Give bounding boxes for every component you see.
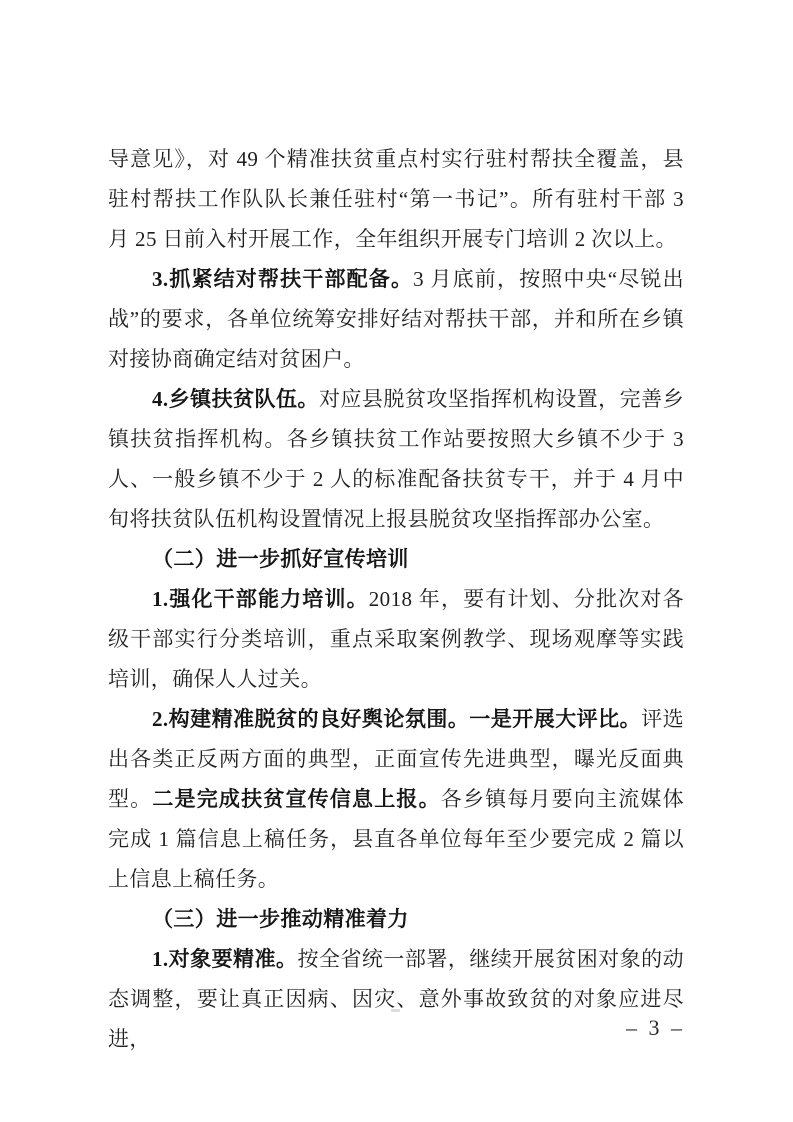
text-run: 2018 年，要有计划、分批次对各级干部实行分类培训，重点采取案例教学、现场观摩等实践培训，确保人人过关。 bbox=[108, 587, 684, 691]
text-run: 导意见》，对 49 个精准扶贫重点村实行驻村帮扶全覆盖，县驻村帮扶工作队队长兼任驻村“第一书记”。所有驻村干部 3 月 25 日前入村开展工作，全年组织开展专门培训 2 次以上。 bbox=[108, 147, 684, 251]
bold-text-run: 1.对象要精准。 bbox=[152, 947, 298, 971]
paragraph bbox=[108, 579, 684, 699]
bold-text-run: 二是完成扶贫宣传信息上报。 bbox=[152, 787, 441, 811]
paragraph bbox=[108, 379, 684, 539]
paragraph bbox=[108, 139, 684, 259]
paragraph bbox=[108, 939, 684, 1059]
section-heading bbox=[108, 899, 684, 939]
text-run: 3 月底前，按照中央“尽锐出战”的要求，各单位统筹安排好结对帮扶干部，并和所在乡镇对接协商确定结对贫困户。 bbox=[108, 267, 684, 371]
text-run: 按全省统一部署，继续开展贫困对象的动态调整，要让真正因病、因灾、意外事故致贫的对象应进尽进， bbox=[108, 947, 685, 1051]
bold-text-run: 1.强化干部能力培训。 bbox=[152, 587, 369, 611]
text-run: 评选出各类正反两方面的典型，正面宣传先进典型，曝光反面典型。 bbox=[108, 707, 684, 811]
bold-text-run: 3.抓紧结对帮扶干部配备。 bbox=[152, 267, 414, 291]
paragraph bbox=[108, 699, 684, 899]
section-heading bbox=[108, 539, 684, 579]
text-run: 对应县脱贫攻坚指挥机构设置，完善乡镇扶贫指挥机构。各乡镇扶贫工作站要按照大乡镇不少于 3 人、一般乡镇不少于 2 人的标准配备扶贫专干，并于 4 月中旬将扶贫队伍机构设置情况上报县脱贫攻坚指挥部办公室。 bbox=[108, 387, 684, 531]
bold-text-run: 4.乡镇扶贫队伍。 bbox=[152, 387, 319, 411]
bold-text-run: （三）进一步推动精准着力 bbox=[152, 907, 409, 931]
page-number: – 3 – bbox=[626, 1015, 685, 1040]
bold-text-run: 2.构建精准脱贫的良好舆论氛围。一是开展大评比。 bbox=[152, 707, 642, 731]
document-body bbox=[108, 139, 684, 1059]
bold-text-run: （二）进一步抓好宣传培训 bbox=[152, 547, 409, 571]
paragraph bbox=[108, 259, 684, 379]
scan-speck-artifact bbox=[391, 1009, 400, 1012]
text-run: 各乡镇每月要向主流媒体完成 1 篇信息上稿任务，县直各单位每年至少要完成 2 篇以上信息上稿任务。 bbox=[108, 787, 684, 891]
